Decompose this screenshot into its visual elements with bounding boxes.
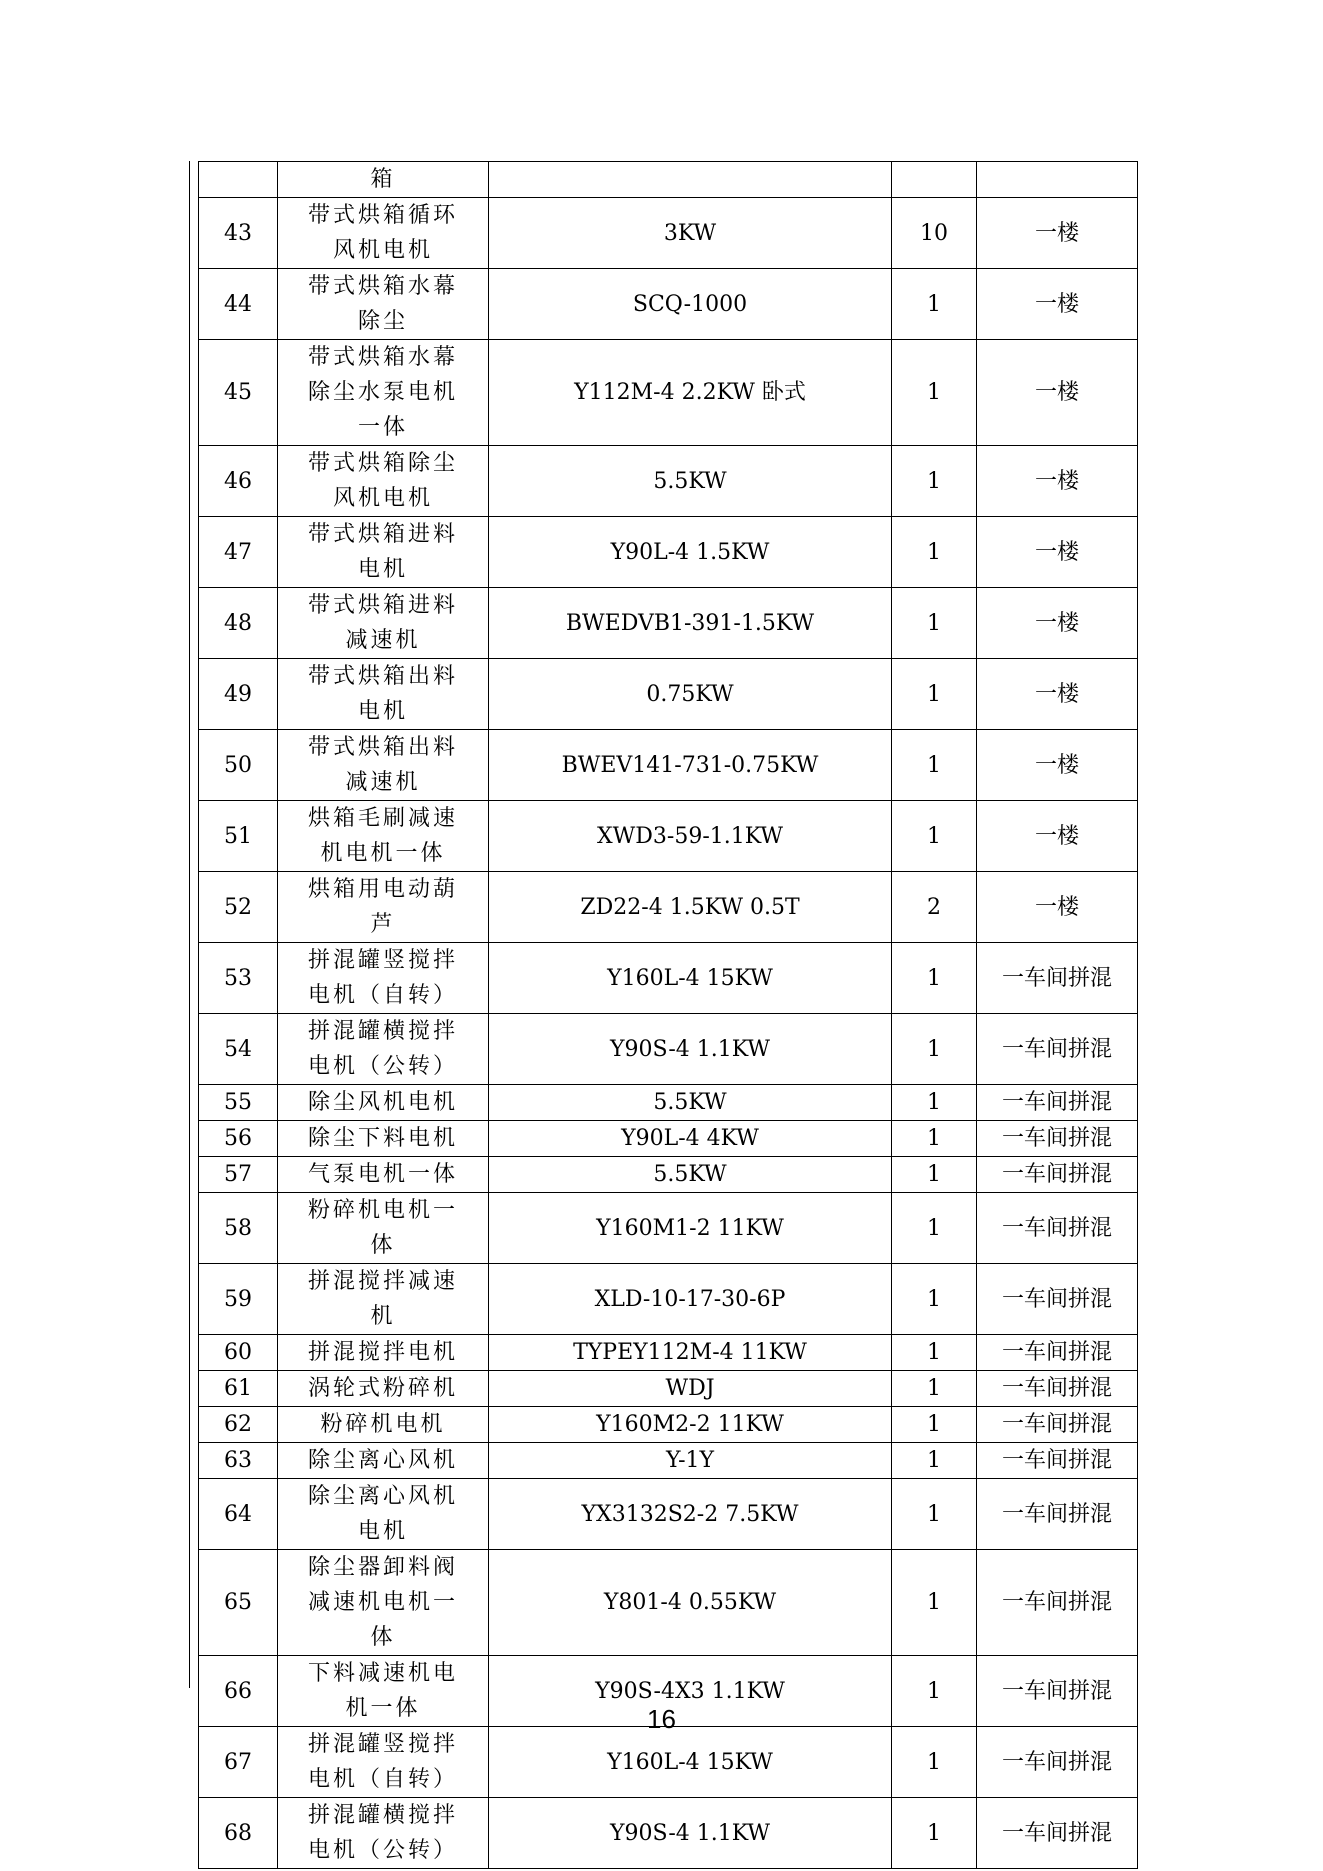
row-number: 57 [199, 1157, 278, 1193]
equipment-location [977, 162, 1138, 198]
equipment-location: 一车间拼混 [977, 943, 1138, 1014]
equipment-name: 箱 [278, 162, 489, 198]
equipment-location: 一车间拼混 [977, 1014, 1138, 1085]
equipment-spec: Y801-4 0.55KW [489, 1550, 892, 1656]
row-number: 68 [199, 1798, 278, 1869]
row-number: 48 [199, 588, 278, 659]
equipment-spec: Y160L-4 15KW [489, 943, 892, 1014]
equipment-name: 拼混罐横搅拌电机（公转） [278, 1014, 489, 1085]
table-row [199, 943, 1138, 1014]
equipment-location: 一楼 [977, 659, 1138, 730]
table-row [199, 1727, 1138, 1798]
equipment-spec: WDJ [489, 1371, 892, 1407]
equipment-spec: 5.5KW [489, 1157, 892, 1193]
equipment-location: 一车间拼混 [977, 1443, 1138, 1479]
equipment-location: 一车间拼混 [977, 1479, 1138, 1550]
equipment-spec: BWEDVB1-391-1.5KW [489, 588, 892, 659]
equipment-quantity: 1 [892, 1443, 977, 1479]
equipment-location: 一车间拼混 [977, 1727, 1138, 1798]
equipment-location: 一楼 [977, 801, 1138, 872]
equipment-name: 带式烘箱循环风机电机 [278, 198, 489, 269]
equipment-name: 带式烘箱水幕除尘 [278, 269, 489, 340]
row-number: 63 [199, 1443, 278, 1479]
equipment-spec: 5.5KW [489, 1085, 892, 1121]
table-row [199, 1085, 1138, 1121]
table-row [199, 659, 1138, 730]
row-number: 44 [199, 269, 278, 340]
table-row [199, 269, 1138, 340]
row-number: 59 [199, 1264, 278, 1335]
equipment-quantity: 1 [892, 1121, 977, 1157]
equipment-quantity: 2 [892, 872, 977, 943]
table-row [199, 1407, 1138, 1443]
row-number: 43 [199, 198, 278, 269]
equipment-spec: TYPEY112M-4 11KW [489, 1335, 892, 1371]
row-number: 61 [199, 1371, 278, 1407]
equipment-location: 一车间拼混 [977, 1085, 1138, 1121]
equipment-spec: BWEV141-731-0.75KW [489, 730, 892, 801]
table-row [199, 588, 1138, 659]
equipment-quantity: 1 [892, 1656, 977, 1727]
equipment-name: 拼混搅拌减速机 [278, 1264, 489, 1335]
equipment-location: 一车间拼混 [977, 1264, 1138, 1335]
equipment-name: 拼混罐竖搅拌电机（自转） [278, 1727, 489, 1798]
equipment-quantity: 10 [892, 198, 977, 269]
equipment-name: 粉碎机电机一体 [278, 1193, 489, 1264]
row-number: 47 [199, 517, 278, 588]
equipment-table-body [199, 162, 1138, 1869]
row-number: 67 [199, 1727, 278, 1798]
equipment-quantity: 1 [892, 1550, 977, 1656]
equipment-quantity: 1 [892, 1798, 977, 1869]
equipment-quantity: 1 [892, 1479, 977, 1550]
table-row [199, 1014, 1138, 1085]
table-row [199, 801, 1138, 872]
equipment-quantity: 1 [892, 1193, 977, 1264]
equipment-quantity: 1 [892, 1157, 977, 1193]
equipment-name: 烘箱毛刷减速机电机一体 [278, 801, 489, 872]
row-number: 58 [199, 1193, 278, 1264]
equipment-quantity: 1 [892, 1727, 977, 1798]
table-row [199, 517, 1138, 588]
table-row [199, 1193, 1138, 1264]
row-number: 56 [199, 1121, 278, 1157]
equipment-location: 一楼 [977, 446, 1138, 517]
equipment-location: 一楼 [977, 730, 1138, 801]
equipment-spec: Y160M2-2 11KW [489, 1407, 892, 1443]
equipment-location: 一楼 [977, 872, 1138, 943]
equipment-name: 涡轮式粉碎机 [278, 1371, 489, 1407]
equipment-location: 一楼 [977, 517, 1138, 588]
row-number: 52 [199, 872, 278, 943]
equipment-location: 一车间拼混 [977, 1798, 1138, 1869]
equipment-name: 烘箱用电动葫芦 [278, 872, 489, 943]
equipment-spec: Y112M-4 2.2KW 卧式 [489, 340, 892, 446]
equipment-quantity: 1 [892, 1407, 977, 1443]
equipment-name: 带式烘箱出料电机 [278, 659, 489, 730]
equipment-location: 一楼 [977, 269, 1138, 340]
equipment-quantity: 1 [892, 1264, 977, 1335]
row-number: 55 [199, 1085, 278, 1121]
equipment-spec: Y90L-4 4KW [489, 1121, 892, 1157]
table-row [199, 1371, 1138, 1407]
table-row [199, 872, 1138, 943]
equipment-spec: Y160M1-2 11KW [489, 1193, 892, 1264]
table-row [199, 1479, 1138, 1550]
equipment-name: 粉碎机电机 [278, 1407, 489, 1443]
table-row [199, 1798, 1138, 1869]
table-row [199, 1335, 1138, 1371]
equipment-spec: Y90L-4 1.5KW [489, 517, 892, 588]
row-number: 62 [199, 1407, 278, 1443]
equipment-quantity: 1 [892, 1085, 977, 1121]
equipment-name: 拼混罐竖搅拌电机（自转） [278, 943, 489, 1014]
equipment-location: 一车间拼混 [977, 1335, 1138, 1371]
table-row [199, 1550, 1138, 1656]
equipment-name: 带式烘箱进料电机 [278, 517, 489, 588]
equipment-location: 一车间拼混 [977, 1656, 1138, 1727]
equipment-name: 除尘下料电机 [278, 1121, 489, 1157]
row-number: 49 [199, 659, 278, 730]
equipment-quantity: 1 [892, 446, 977, 517]
equipment-location: 一车间拼混 [977, 1121, 1138, 1157]
equipment-location: 一车间拼混 [977, 1157, 1138, 1193]
equipment-spec: 5.5KW [489, 446, 892, 517]
equipment-quantity: 1 [892, 943, 977, 1014]
equipment-name: 除尘离心风机电机 [278, 1479, 489, 1550]
equipment-spec: Y90S-4 1.1KW [489, 1798, 892, 1869]
equipment-quantity: 1 [892, 340, 977, 446]
row-number: 51 [199, 801, 278, 872]
equipment-name: 拼混罐横搅拌电机（公转） [278, 1798, 489, 1869]
row-number: 50 [199, 730, 278, 801]
equipment-quantity: 1 [892, 517, 977, 588]
equipment-name: 带式烘箱进料减速机 [278, 588, 489, 659]
equipment-quantity [892, 162, 977, 198]
equipment-location: 一车间拼混 [977, 1193, 1138, 1264]
equipment-name: 拼混搅拌电机 [278, 1335, 489, 1371]
equipment-spec: YX3132S2-2 7.5KW [489, 1479, 892, 1550]
equipment-quantity: 1 [892, 730, 977, 801]
row-number: 66 [199, 1656, 278, 1727]
equipment-quantity: 1 [892, 801, 977, 872]
equipment-name: 带式烘箱出料减速机 [278, 730, 489, 801]
equipment-name: 气泵电机一体 [278, 1157, 489, 1193]
equipment-name: 下料减速机电机一体 [278, 1656, 489, 1727]
row-number: 46 [199, 446, 278, 517]
table-row [199, 162, 1138, 198]
row-number: 45 [199, 340, 278, 446]
equipment-spec: XLD-10-17-30-6P [489, 1264, 892, 1335]
equipment-quantity: 1 [892, 1335, 977, 1371]
equipment-table [198, 161, 1138, 1869]
equipment-spec: Y160L-4 15KW [489, 1727, 892, 1798]
equipment-location: 一车间拼混 [977, 1550, 1138, 1656]
equipment-quantity: 1 [892, 659, 977, 730]
equipment-name: 带式烘箱除尘风机电机 [278, 446, 489, 517]
equipment-spec: 0.75KW [489, 659, 892, 730]
equipment-spec: 3KW [489, 198, 892, 269]
equipment-location: 一车间拼混 [977, 1407, 1138, 1443]
equipment-location: 一楼 [977, 198, 1138, 269]
equipment-quantity: 1 [892, 1014, 977, 1085]
table-row [199, 1264, 1138, 1335]
row-number: 53 [199, 943, 278, 1014]
equipment-name: 带式烘箱水幕除尘水泵电机一体 [278, 340, 489, 446]
row-number: 60 [199, 1335, 278, 1371]
equipment-quantity: 1 [892, 588, 977, 659]
equipment-spec: Y90S-4X3 1.1KW [489, 1656, 892, 1727]
equipment-name: 除尘风机电机 [278, 1085, 489, 1121]
row-number: 65 [199, 1550, 278, 1656]
equipment-name: 除尘器卸料阀减速机电机一体 [278, 1550, 489, 1656]
equipment-location: 一楼 [977, 340, 1138, 446]
row-number: 64 [199, 1479, 278, 1550]
equipment-location: 一车间拼混 [977, 1371, 1138, 1407]
equipment-spec: Y-1Y [489, 1443, 892, 1479]
table-row [199, 730, 1138, 801]
equipment-quantity: 1 [892, 269, 977, 340]
equipment-spec: SCQ-1000 [489, 269, 892, 340]
row-number [199, 162, 278, 198]
equipment-spec: Y90S-4 1.1KW [489, 1014, 892, 1085]
equipment-spec [489, 162, 892, 198]
equipment-spec: ZD22-4 1.5KW 0.5T [489, 872, 892, 943]
page-number: 16 [647, 1704, 676, 1734]
page-left-rule [189, 161, 190, 1688]
table-row [199, 1443, 1138, 1479]
table-row [199, 446, 1138, 517]
equipment-name: 除尘离心风机 [278, 1443, 489, 1479]
table-row [199, 198, 1138, 269]
table-row [199, 1121, 1138, 1157]
table-row [199, 340, 1138, 446]
table-row [199, 1157, 1138, 1193]
equipment-spec: XWD3-59-1.1KW [489, 801, 892, 872]
equipment-location: 一楼 [977, 588, 1138, 659]
equipment-quantity: 1 [892, 1371, 977, 1407]
row-number: 54 [199, 1014, 278, 1085]
